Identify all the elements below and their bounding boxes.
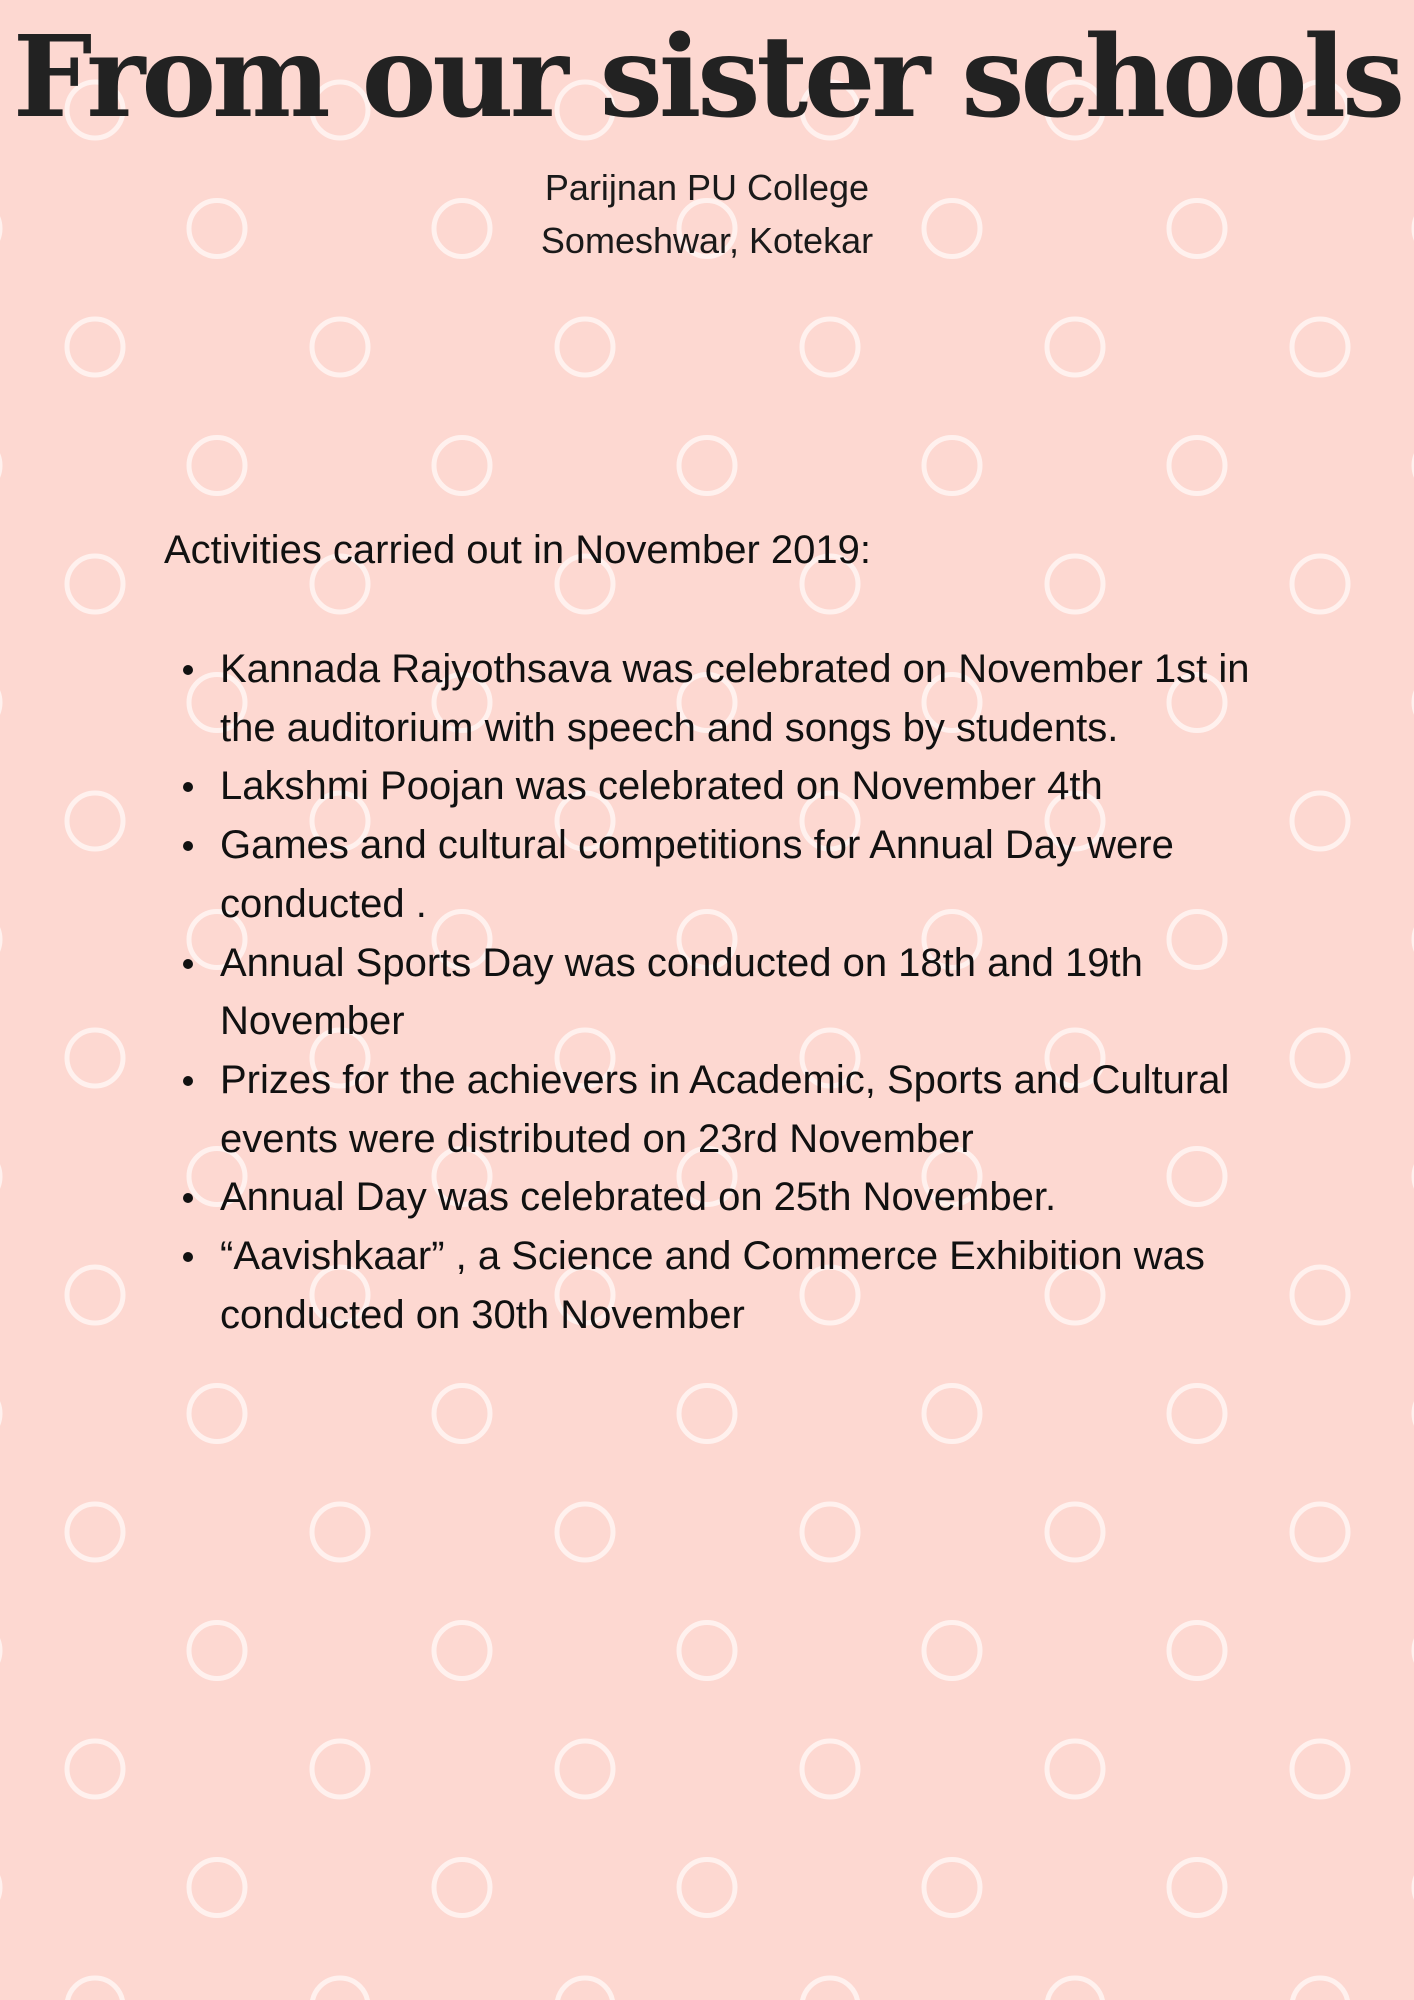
school-name: Parijnan PU College <box>544 167 870 208</box>
activity-text: Annual Sports Day was conducted on 18th and 19th November <box>220 940 1143 1044</box>
bullet-dot-icon <box>183 1076 193 1086</box>
list-item <box>164 757 1304 816</box>
list-item <box>164 1227 1304 1344</box>
list-item <box>164 1051 1304 1168</box>
activity-text: Games and cultural competitions for Annual Day were conducted . <box>220 823 1174 926</box>
page-title: From our sister schools <box>12 12 1402 143</box>
bullet-dot-icon <box>183 1193 193 1203</box>
bullet-dot-icon <box>183 841 193 851</box>
list-item <box>164 1168 1304 1227</box>
activity-text: “Aavishkaar” , a Science and Commerce Exhibition was conducted on 30th November <box>220 1234 1205 1337</box>
activity-text: Prizes for the achievers in Academic, Sports and Cultural events were distributed on 23rd November <box>220 1057 1230 1161</box>
activities-heading: Activities carried out in November 2019: <box>164 528 871 572</box>
bullet-dot-icon <box>183 1252 193 1262</box>
list-item <box>164 816 1304 933</box>
bullet-dot-icon <box>183 782 193 792</box>
list-item <box>164 640 1304 757</box>
school-location: Someshwar, Kotekar <box>540 220 874 261</box>
list-item <box>164 934 1304 1051</box>
bullet-dot-icon <box>183 959 193 969</box>
activity-text: Annual Day was celebrated on 25th November. <box>220 1175 1057 1220</box>
activity-text: Kannada Rajyothsava was celebrated on November 1st in the auditorium with speech and songs by students. <box>220 647 1250 750</box>
activity-list <box>164 640 1304 1344</box>
bullet-dot-icon <box>183 665 193 675</box>
activity-text: Lakshmi Poojan was celebrated on November 4th <box>220 764 1103 809</box>
